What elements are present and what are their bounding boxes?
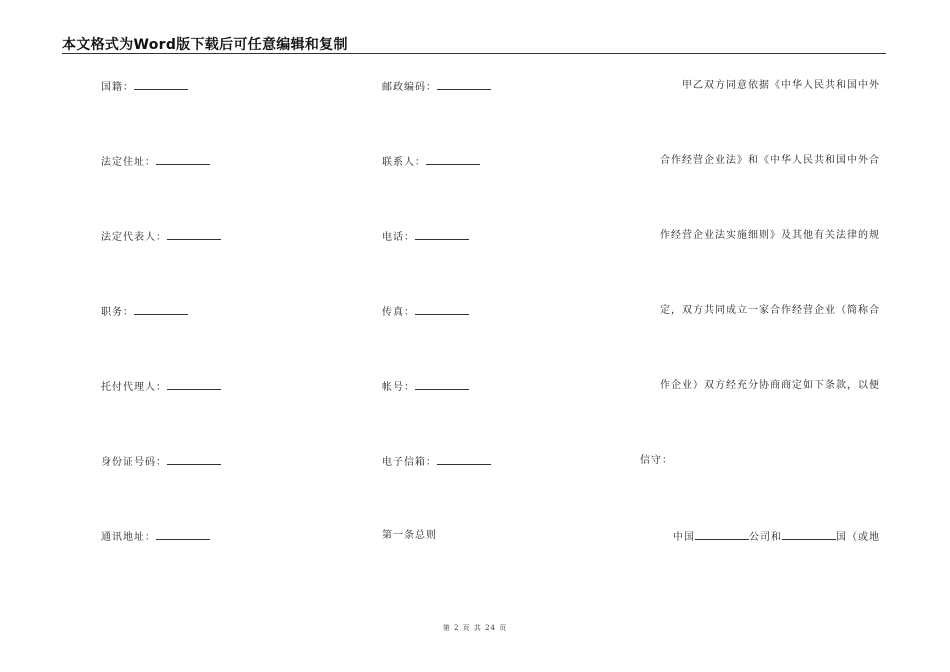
fill-blank[interactable] — [167, 455, 221, 465]
fill-blank[interactable] — [134, 80, 188, 90]
field-label: 邮政编码： — [382, 82, 437, 93]
text-segment: 中国 — [673, 532, 695, 543]
paragraph-line-with-blanks — [673, 530, 880, 544]
fill-blank[interactable] — [167, 230, 221, 240]
fill-blank[interactable] — [415, 380, 469, 390]
field-postal-code — [382, 80, 491, 94]
field-mailing-address — [101, 530, 210, 544]
section-heading-general-provisions — [382, 530, 437, 542]
fill-blank[interactable] — [156, 155, 210, 165]
field-label: 联系人： — [382, 157, 426, 168]
text-segment: 国（或地 — [836, 532, 880, 543]
field-telephone — [382, 230, 469, 244]
paragraph-line: 信守： — [640, 455, 673, 466]
field-email — [382, 455, 491, 469]
fill-blank[interactable] — [437, 455, 491, 465]
fill-blank[interactable] — [415, 230, 469, 240]
section-heading: 第一条总则 — [382, 530, 437, 541]
field-legal-address — [101, 155, 210, 169]
field-label: 通讯地址： — [101, 532, 156, 543]
paragraph-line: 合作经营企业法》和《中华人民共和国中外合 — [660, 155, 880, 166]
field-contact-person — [382, 155, 480, 169]
field-label: 法定代表人： — [101, 232, 167, 243]
field-legal-representative — [101, 230, 221, 244]
fill-blank[interactable] — [415, 305, 469, 315]
field-account-number — [382, 380, 469, 394]
fill-blank[interactable] — [426, 155, 480, 165]
fill-blank[interactable] — [782, 530, 836, 540]
header-divider — [62, 53, 886, 54]
paragraph-line: 作企业）双方经充分协商商定如下条款，以便 — [660, 380, 880, 391]
field-id-number — [101, 455, 221, 469]
field-label: 电话： — [382, 232, 415, 243]
field-label: 电子信箱： — [382, 457, 437, 468]
field-nationality — [101, 80, 188, 94]
field-position — [101, 305, 188, 319]
paragraph-line: 作经营企业法实施细则》及其他有关法律的规 — [660, 230, 880, 241]
document-header-title: 本文格式为Word版下载后可任意编辑和复制 — [62, 37, 348, 53]
field-label: 传真： — [382, 307, 415, 318]
fill-blank[interactable] — [134, 305, 188, 315]
field-authorized-agent — [101, 380, 221, 394]
page-number-footer: 第 2 页 共 24 页 — [442, 624, 508, 632]
fill-blank[interactable] — [695, 530, 749, 540]
field-label: 职务： — [101, 307, 134, 318]
field-label: 身份证号码： — [101, 457, 167, 468]
field-label: 法定住址： — [101, 157, 156, 168]
field-label: 帐号： — [382, 382, 415, 393]
paragraph-line: 定，双方共同成立一家合作经营企业（简称合 — [660, 305, 880, 316]
field-label: 托付代理人： — [101, 382, 167, 393]
field-label: 国籍： — [101, 82, 134, 93]
fill-blank[interactable] — [167, 380, 221, 390]
field-fax — [382, 305, 469, 319]
paragraph-line: 甲乙双方同意依据《中华人民共和国中外 — [682, 80, 880, 91]
text-segment: 公司和 — [749, 532, 782, 543]
fill-blank[interactable] — [437, 80, 491, 90]
fill-blank[interactable] — [156, 530, 210, 540]
